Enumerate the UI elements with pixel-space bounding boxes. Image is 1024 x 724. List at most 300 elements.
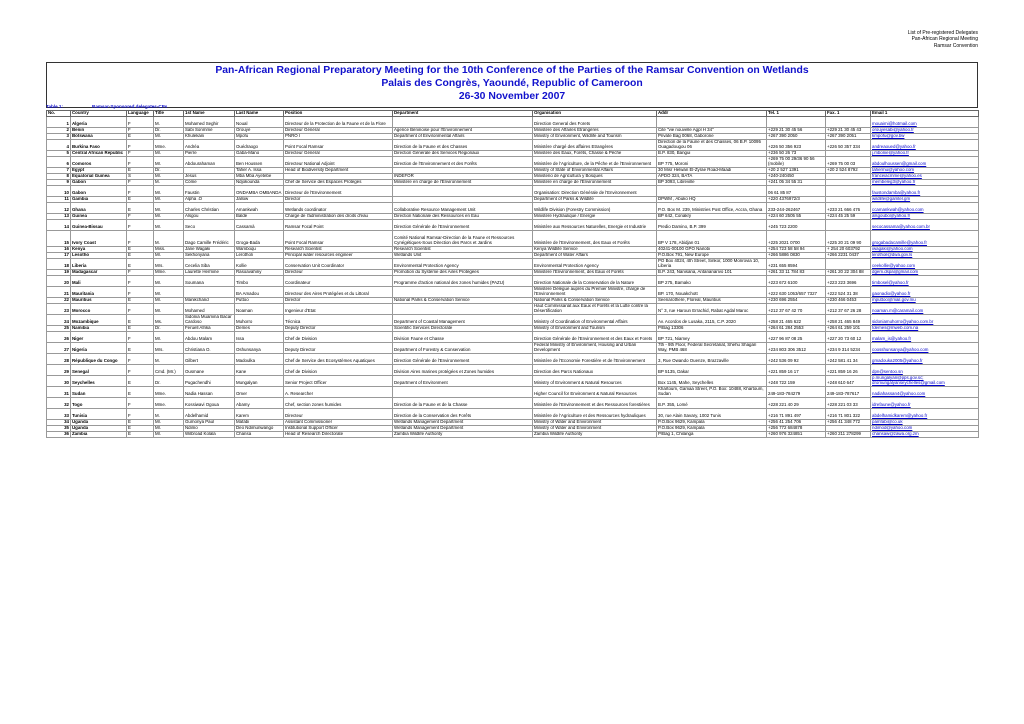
cell-no: 25 xyxy=(47,326,71,332)
cell-addr: 3, Rue Owando Ouenze, Brazzaville xyxy=(657,354,767,365)
cell-addr: BP 275, Bamako xyxy=(657,276,767,287)
cell-position: Ramsar Focal Point xyxy=(284,220,393,231)
cell-tel: +229 21 30 45 56 xyxy=(767,128,826,134)
cell-no: 3 xyxy=(47,134,71,140)
cell-no: 2 xyxy=(47,128,71,134)
cell-no: 11 xyxy=(47,197,71,203)
cell-lang: F xyxy=(127,128,154,134)
cell-org: Department of Water Affairs xyxy=(533,253,657,259)
cell-email[interactable]: pamfabi@co.uk xyxy=(871,420,979,426)
cell-position: Chargé de l'administration des droits d'eau xyxy=(284,214,393,220)
cell-email[interactable]: abdelhamidkarem@yahoo.fr xyxy=(871,409,979,420)
cell-position: Point Focal Ramsar xyxy=(284,140,393,151)
cell-fax: +233 21 666 476 xyxy=(826,203,871,214)
cell-last: Wamboqu xyxy=(235,247,284,253)
cell-dept: INDEFOR xyxy=(393,174,533,180)
cell-first: Sekhonyana xyxy=(184,253,235,259)
cell-dept xyxy=(393,304,533,315)
cell-fax: +228 221 03 33 xyxy=(826,398,871,409)
cell-addr: B.P. 355, Lomé xyxy=(657,398,767,409)
cell-lang: F xyxy=(127,180,154,186)
cell-dept: Environmental Protection Agency xyxy=(393,259,533,270)
cell-lang: F xyxy=(127,398,154,409)
table-row xyxy=(47,365,979,376)
cell-tel: +220 4376972/3 xyxy=(767,197,826,203)
cell-no: 30 xyxy=(47,376,71,387)
cell-email[interactable]: dpn@sentoo.sn xyxy=(871,365,979,376)
cell-email[interactable]: orouyesabi@yahoo.fr xyxy=(871,128,979,134)
column-header: Last Name xyxy=(235,111,284,117)
column-header: No. xyxy=(47,111,71,117)
cell-position: Técnica xyxy=(284,315,393,326)
cell-title: Mr. xyxy=(154,151,184,157)
cell-position: Director xyxy=(284,298,393,304)
cell-no: 7 xyxy=(47,168,71,174)
cell-fax: +234 9 314 5234 xyxy=(826,343,871,354)
cell-last: Puttoo xyxy=(235,298,284,304)
cell-last: Baldé xyxy=(235,214,284,220)
cell-tel: +227 96 87 08 25 xyxy=(767,332,826,343)
cell-title: M. xyxy=(154,354,184,365)
cell-dept: Comité National Ramsar-Direction de la Faune et Ressources Cynégétiques-Sous Direction des Parcs et Jardins xyxy=(393,231,533,247)
delegates-table xyxy=(46,110,979,438)
cell-addr: BP 721, Niamey xyxy=(657,332,767,343)
cell-last: Ouédraogo xyxy=(235,140,284,151)
cell-first: Ndimo xyxy=(184,426,235,432)
cell-dept: Division Faune et Chasse xyxy=(393,332,533,343)
cell-addr: P.O.Box 9629, Kampala xyxy=(657,420,767,426)
cell-first xyxy=(184,287,235,298)
cell-lang: F xyxy=(127,140,154,151)
cell-addr: 30, rue Alain Savary, 1002 Tunis xyxy=(657,409,767,420)
cell-first: Mohamed xyxy=(184,304,235,315)
cell-email[interactable]: malam_is@yahoo.fr xyxy=(871,332,979,343)
cell-country: Gabon xyxy=(71,186,127,197)
cell-position: Directeur Général xyxy=(284,151,393,157)
cell-email[interactable]: ccamankwah@yahoo.com xyxy=(871,203,979,214)
cell-org: Wildlife Division (Forestry Commission) xyxy=(533,203,657,214)
cell-email[interactable]: nadiahassan4@yahoo.com xyxy=(871,387,979,398)
cell-email[interactable]: idrefaune@yahoo.fr xyxy=(871,398,979,409)
cell-fax xyxy=(826,259,871,270)
cell-last: Oshunsanya xyxy=(235,343,284,354)
cell-title: Mrs. xyxy=(154,259,184,270)
cell-email[interactable]: lerothoil@dwa.gov.ls xyxy=(871,253,979,259)
cell-org: Ministère aux Ressources Naturelles, Energie et Industrie xyxy=(533,220,657,231)
cell-email[interactable]: gaonadio@yahoo.fr xyxy=(871,287,979,298)
cell-first: Feruell Afrika xyxy=(184,326,235,332)
cell-tel: +228 221 40 29 xyxy=(767,398,826,409)
cell-position: Deputy Director xyxy=(284,326,393,332)
cell-title: Mr. xyxy=(154,426,184,432)
table-row xyxy=(47,432,979,438)
cell-country: Egypt xyxy=(71,168,127,174)
cell-no: 4 xyxy=(47,140,71,151)
cell-email[interactable]: grogabadacamille@yahoo.fr xyxy=(871,231,979,247)
cell-addr: 40241-00100 GPO Nairobi xyxy=(657,247,767,253)
cell-tel: +267 390 2050 xyxy=(767,134,826,140)
cell-dept: Department of Forestry & Conservation xyxy=(393,343,533,354)
cell-email[interactable]: p.mungalyan@pps.gov.sc; dromungalyanseychelles@gmail.com xyxy=(871,376,979,387)
cell-fax xyxy=(826,117,871,128)
cell-fax: 249-183-787617 xyxy=(826,387,871,398)
cell-last: Chansa xyxy=(235,432,284,438)
cell-email[interactable]: timbosel@yahoo.fr xyxy=(871,276,979,287)
cell-country: Gabon xyxy=(71,180,127,186)
cell-country: Seychelles xyxy=(71,376,127,387)
cell-country: Mozambique xyxy=(71,315,127,326)
cell-dept: Department of Environmental Affairs xyxy=(393,134,533,140)
cell-tel: +260 976 324851 xyxy=(767,432,826,438)
cell-email[interactable]: tahermu@yahoo.com xyxy=(871,168,979,174)
cell-no: 26 xyxy=(47,332,71,343)
cell-no: 14 xyxy=(47,220,71,231)
cell-no: 22 xyxy=(47,298,71,304)
cell-dept: Direction Générale de l'Environnement xyxy=(393,220,533,231)
cell-addr xyxy=(657,117,767,128)
cell-no: 33 xyxy=(47,409,71,420)
cell-first: Pierre xyxy=(184,151,235,157)
cell-org: Ministère chargé des affaires Etrangères xyxy=(533,140,657,151)
cell-org: Ministère de l'Economie Forestière et de l'Environnement xyxy=(533,354,657,365)
cell-tel: +240-240450 xyxy=(767,174,826,180)
cell-fax: + 254 20 603792 xyxy=(826,247,871,253)
cell-last: Demes xyxy=(235,326,284,332)
cell-first: Sidónia Muamina Bacar Cardoso xyxy=(184,315,235,326)
cell-org: National Parks & Conservation Service xyxy=(533,298,657,304)
cell-last: Jallow xyxy=(235,197,284,203)
cell-last: Noual xyxy=(235,117,284,128)
cell-country: Mauritius xyxy=(71,298,127,304)
cell-last: Gaba-Mano xyxy=(235,151,284,157)
cell-country: Guinea xyxy=(71,214,127,220)
cell-tel: +236 50 26 73 xyxy=(767,151,826,157)
cell-dept: Direction de l'Environnement et des Forêts xyxy=(393,157,533,168)
cell-addr: BP 642, Conakry xyxy=(657,214,767,220)
cell-tel: +216 71 891 497 xyxy=(767,409,826,420)
cell-org: Zambia Wildlife Authority xyxy=(533,432,657,438)
cell-tel: +258 21 465 622 xyxy=(767,315,826,326)
cell-email[interactable]: franceiacmme@yahoo.es xyxy=(871,174,979,180)
table-row xyxy=(47,203,979,214)
cell-dept: Direction Nationale des Ressources en Eau xyxy=(393,214,533,220)
cell-org: Organisation: Direction Générale de l'Environnement xyxy=(533,186,657,197)
cell-lang: E xyxy=(127,203,154,214)
cell-title: M. xyxy=(154,409,184,420)
cell-fax: +269 75 00 03 xyxy=(826,157,871,168)
cell-tel: +256 772 684878 xyxy=(767,426,826,432)
cell-email[interactable]: faustondamba@yahoo.fr xyxy=(871,186,979,197)
cell-email[interactable]: gmadouka2005@yahoo.fr xyxy=(871,354,979,365)
cell-lang: E xyxy=(127,420,154,426)
cell-last: Omer xyxy=(235,387,284,398)
cell-no: 17 xyxy=(47,253,71,259)
cell-last: Abamy xyxy=(235,398,284,409)
cell-title: Mme. xyxy=(154,140,184,151)
cell-no: 16 xyxy=(47,247,71,253)
cell-org: Environmental Protection Agency xyxy=(533,259,657,270)
cell-dept: Agence Béninoise pour l'Environnement xyxy=(393,128,533,134)
cell-position: Head of Research Directorate xyxy=(284,432,393,438)
cell-first: Jesus xyxy=(184,174,235,180)
cell-dept: Direction Générale des Services Régionaux xyxy=(393,151,533,157)
cell-first: Faustin xyxy=(184,186,235,197)
table-row xyxy=(47,304,979,315)
cell-country: Benin xyxy=(71,128,127,134)
cell-position: Directeur de l'Environnement xyxy=(284,186,393,197)
cell-country: Zambia xyxy=(71,432,127,438)
cell-no: 13 xyxy=(47,214,71,220)
cell-addr: B.P. 243, Nanisana, Antananarivo 101 xyxy=(657,270,767,276)
cell-title: Mr. xyxy=(154,420,184,426)
table-row xyxy=(47,117,979,128)
table-label: Table 1: xyxy=(46,104,64,109)
cell-email[interactable]: alsgoubo@yahoo.fr xyxy=(871,214,979,220)
cell-first: Christiana O. xyxy=(184,343,235,354)
cell-org: Ministère de l'Agriculture, de la Pêche et de l'Environnement xyxy=(533,157,657,168)
cell-title: Mr. xyxy=(154,298,184,304)
cell-dept: Direction Générale de l'Environnement xyxy=(393,354,533,365)
cell-first: Soumana xyxy=(184,276,235,287)
cell-title: Mr. xyxy=(154,174,184,180)
cell-email[interactable]: fdemes@mweb.com.na xyxy=(871,326,979,332)
cell-lang: E xyxy=(127,253,154,259)
date-line: 26-30 November 2007 xyxy=(458,90,566,102)
cell-lang: F xyxy=(127,409,154,420)
cell-org: Ministère de l'Environnement, des Eaux et Forêts xyxy=(533,231,657,247)
cell-title: Mr. xyxy=(154,332,184,343)
cell-no: 29 xyxy=(47,365,71,376)
cell-org: Ministère de l'Agriculture et des Ressources hydrauliques xyxy=(533,409,657,420)
cell-last: Cassamà xyxy=(235,220,284,231)
cell-title: Mrs. xyxy=(154,343,184,354)
cell-position: Conservation Unit Coordinator xyxy=(284,259,393,270)
cell-email[interactable]: mputtoo@mail.gov.mu xyxy=(871,298,979,304)
cell-title: Mr. xyxy=(154,157,184,168)
cell-last: Ndjokounda xyxy=(235,180,284,186)
cell-org: Ministry of Environment and Tourism xyxy=(533,326,657,332)
cell-position: PNRO I xyxy=(284,134,393,140)
cell-fax: +225 20 21 09 90 xyxy=(826,231,871,247)
column-header: Fax. 1 xyxy=(826,111,871,117)
cell-country: Algeria xyxy=(71,117,127,128)
column-header: Country xyxy=(71,111,127,117)
cell-email[interactable]: wildlife@gamtel.gm xyxy=(871,197,979,203)
cell-tel: +224 60 2505 55 xyxy=(767,214,826,220)
cell-country: Niger xyxy=(71,332,127,343)
cell-dept: Zambia Wildlife Authority xyxy=(393,432,533,438)
cell-org: Ministerio de Agricultura y Bosques xyxy=(533,174,657,180)
cell-fax: +248 610 647 xyxy=(826,376,871,387)
cell-dept: Programme d'action national des zones humides (PAZU) xyxy=(393,276,533,287)
cell-dept: Direction de la Conservation des Forêts xyxy=(393,409,533,420)
cell-dept: Promotion du Système des Aires Protégées xyxy=(393,270,533,276)
column-header: Department xyxy=(393,111,533,117)
cell-fax: +264 61 259 101 xyxy=(826,326,871,332)
cell-fax: +224 45 25 59 xyxy=(826,214,871,220)
cell-first: Kossiwavi Ogoua xyxy=(184,398,235,409)
cell-tel: +266 5886 0830 xyxy=(767,253,826,259)
cell-addr: BP 3093, Libreville xyxy=(657,180,767,186)
cell-lang: F xyxy=(127,214,154,220)
cell-position: Point Focal Ramsar xyxy=(284,231,393,247)
cell-no: 35 xyxy=(47,426,71,432)
cell-lang: E xyxy=(127,432,154,438)
cell-fax: +229 21 30 45 43 xyxy=(826,128,871,134)
cell-org: Ministère Hydraulique / Energie xyxy=(533,214,657,220)
cell-lang: E xyxy=(127,247,154,253)
cell-lang: E xyxy=(127,376,154,387)
cell-last: Mungalyan xyxy=(235,376,284,387)
cell-last: Deo Ndimunwango xyxy=(235,426,284,432)
cell-country: République du Congo xyxy=(71,354,127,365)
cell-lang: F xyxy=(127,151,154,157)
cell-country: Madagascar xyxy=(71,270,127,276)
cell-first: Gilbert xyxy=(184,354,235,365)
cell-dept xyxy=(393,287,533,298)
cell-first: Abdelhamid xyxy=(184,409,235,420)
cell-addr: BP V 178, Abidjan 01 xyxy=(657,231,767,247)
cell-lang: E xyxy=(127,168,154,174)
cell-addr: P.O.Box 9629, Kampala xyxy=(657,426,767,432)
cell-title: M. xyxy=(154,180,184,186)
cell-org: Kenya Wildlife Service xyxy=(533,247,657,253)
table-row xyxy=(47,315,979,326)
subtitle-line: Palais des Congrès, Yaoundé, Republic of Cameroon xyxy=(381,77,643,89)
cell-addr: Seenarothere, Floreal, Mauritius xyxy=(657,298,767,304)
cell-title: Dr. xyxy=(154,376,184,387)
table-row xyxy=(47,398,979,409)
cell-country: Burkina Faso xyxy=(71,140,127,151)
cell-email[interactable]: kmpofu@gov.bw xyxy=(871,134,979,140)
cell-lang: F xyxy=(127,287,154,298)
cell-last: Amankwah xyxy=(235,203,284,214)
cell-lang: E xyxy=(127,326,154,332)
cell-lang: E xyxy=(127,197,154,203)
cell-country: Namibia xyxy=(71,326,127,332)
cell-last: ONDAMBA OMBANDA xyxy=(235,186,284,197)
cell-tel: +221 859 16 17 xyxy=(767,365,826,376)
cell-email[interactable]: dgem.dspa@gmail.com xyxy=(871,270,979,276)
cell-lang: F xyxy=(127,186,154,197)
cell-last: Karem xyxy=(235,409,284,420)
cell-lang: F xyxy=(127,231,154,247)
cell-title: Mr. xyxy=(154,203,184,214)
header-note-line: Ramsar Convention xyxy=(933,42,978,49)
cell-email[interactable]: coosshunsanya@yahoo.com xyxy=(871,343,979,354)
cell-no: 20 xyxy=(47,276,71,287)
cell-no: 18 xyxy=(47,259,71,270)
cell-country: Guinea-Bissau xyxy=(71,220,127,231)
cell-lang: E xyxy=(127,387,154,398)
cell-tel: 06 61 85 87 xyxy=(767,186,826,197)
table-row xyxy=(47,140,979,151)
cell-title: Dr. xyxy=(154,168,184,174)
cell-title: Mr. xyxy=(154,253,184,259)
cell-email[interactable]: chansaw@zawa.org.zm xyxy=(871,432,979,438)
cell-email[interactable]: iwagaki@yahoo.com xyxy=(871,247,979,253)
cell-no: 36 xyxy=(47,432,71,438)
cell-email[interactable]: j.mbonie@yahoo.fr xyxy=(871,151,979,157)
cell-org: Direction Générale de l'Environnement et des Eaux et Forets xyxy=(533,332,657,343)
cell-org: Ministry of Coordination of Environmental Affairs xyxy=(533,315,657,326)
cell-title: Ms. xyxy=(154,315,184,326)
cell-first: Alsgou xyxy=(184,214,235,220)
cell-title: M. xyxy=(154,231,184,247)
cell-org: Ministère l'Environnement, des Eaux et Forêts xyxy=(533,270,657,276)
cell-tel: +256 41 254 706 xyxy=(767,420,826,426)
cell-dept xyxy=(393,186,533,197)
cell-lang: F xyxy=(127,270,154,276)
cell-tel: +264 61 284 2553 xyxy=(767,326,826,332)
cell-title: Mr. xyxy=(154,197,184,203)
cell-email[interactable]: ndimod@yahoo.com xyxy=(871,426,979,432)
header-note-line: Pan-African Regional Meeting xyxy=(911,36,978,43)
cell-last: BA Amadou xyxy=(235,287,284,298)
cell-tel: +254 723 58 58 94 xyxy=(767,247,826,253)
cell-country: Liberia xyxy=(71,259,127,270)
cell-no: 9 xyxy=(47,180,71,186)
cell-title: Mr. xyxy=(154,287,184,298)
cell-no: 24 xyxy=(47,315,71,326)
cell-position: Directeur xyxy=(284,409,393,420)
cell-title: Dr. xyxy=(154,326,184,332)
cell-first: Abdourahaman xyxy=(184,157,235,168)
cell-no: 21 xyxy=(47,287,71,298)
cell-position: Chef de Service des Ecosystèmes Aquatiques xyxy=(284,354,393,365)
cell-no: 12 xyxy=(47,203,71,214)
cell-addr: P/Bag 13306 xyxy=(657,326,767,332)
cell-first: Andréa xyxy=(184,140,235,151)
cell-email[interactable]: noaman.m@caramail.com xyxy=(871,304,979,315)
cell-first: Alpha .O xyxy=(184,197,235,203)
cell-fax: +212 37 67 26 28 xyxy=(826,304,871,315)
cell-title: Mr. xyxy=(154,214,184,220)
cell-title: Cmd. (Mr.) xyxy=(154,365,184,376)
cell-first: Sabi Sonmmè xyxy=(184,128,235,134)
table-row xyxy=(47,287,979,298)
table-row xyxy=(47,157,979,168)
column-header: 1st Name xyxy=(184,111,235,117)
cell-email[interactable]: sidoniamuhorro@yahoo.com.br xyxy=(871,315,979,326)
cell-org: Ministry of Water and Environment xyxy=(533,426,657,432)
cell-dept: Scientific Services Directorate xyxy=(393,326,533,332)
cell-country: Ivory Coast xyxy=(71,231,127,247)
cell-title: Mr. xyxy=(154,134,184,140)
cell-dept: Division Aires marines protégées et Zones humides xyxy=(393,365,533,376)
cell-email[interactable]: abdoulhoussen@gmail.com xyxy=(871,157,979,168)
cell-fax: +223 223 3696 xyxy=(826,276,871,287)
cell-fax: +266 2231 0437 xyxy=(826,253,871,259)
cell-email[interactable]: mouaimi@hotmail.com xyxy=(871,117,979,128)
cell-tel: 233-244-262467 xyxy=(767,203,826,214)
cell-fax: +20 2 524 8792 xyxy=(826,168,871,174)
cell-email[interactable]: ceekollie@yahoo.com xyxy=(871,259,979,270)
cell-tel: 249-183-784279 xyxy=(767,387,826,398)
cell-fax xyxy=(826,220,871,231)
column-header: Position xyxy=(284,111,393,117)
cell-first: Abdou Malam xyxy=(184,332,235,343)
cell-email[interactable]: andreaoued@yahoo.fr xyxy=(871,140,979,151)
header-note xyxy=(908,30,978,49)
cell-org: Ministry of State of Environmental Affairs xyxy=(533,168,657,174)
cell-position: Director xyxy=(284,197,393,203)
title-line: Pan-African Regional Preparatory Meeting for the 10th Conference of the Parties of the Ramsar Convention on Wetlands xyxy=(215,65,809,76)
cell-position: A. Researcher xyxy=(284,387,393,398)
cell-email[interactable]: membeleg3@yahoo.fr xyxy=(871,180,979,186)
cell-email[interactable]: secocassama@yahoo.com.br xyxy=(871,220,979,231)
cell-lang: F xyxy=(127,220,154,231)
